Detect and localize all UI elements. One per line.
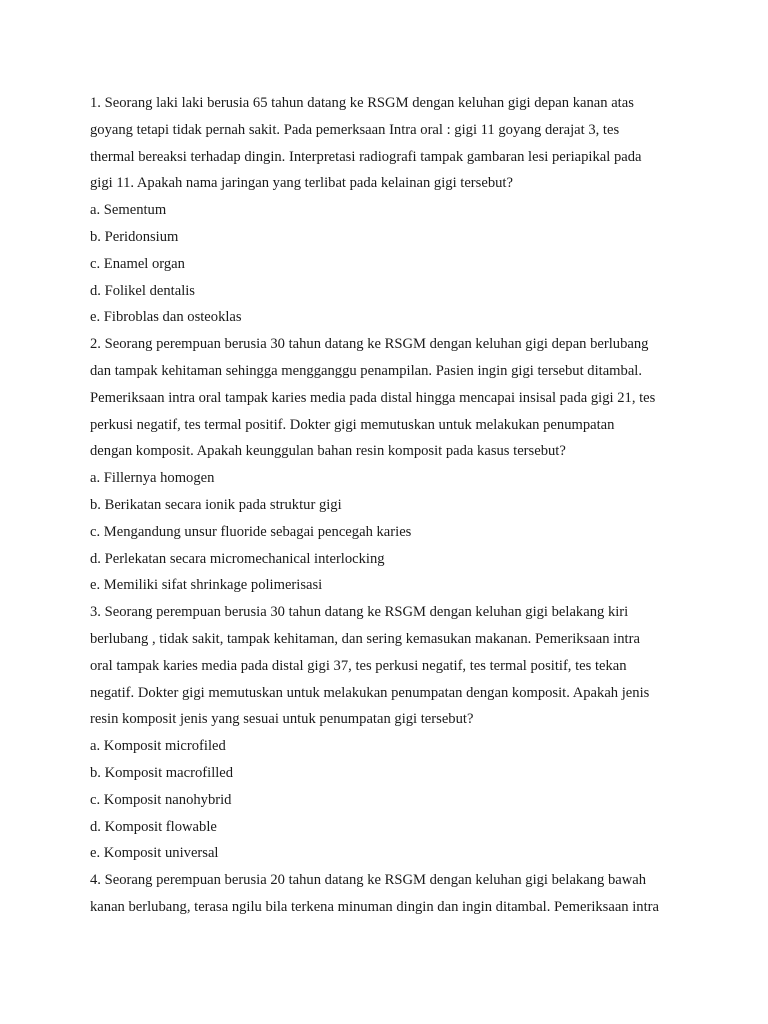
question-2-option-c: c. Mengandung unsur fluoride sebagai pencegah karies: [90, 523, 412, 540]
question-1-option-e: e. Fibroblas dan osteoklas: [90, 309, 242, 326]
question-1-option-b: b. Peridonsium: [90, 228, 179, 245]
question-3-stem-line-5: resin komposit jenis yang sesuai untuk penumpatan gigi tersebut?: [90, 711, 474, 728]
question-3-option-e: e. Komposit universal: [90, 845, 219, 862]
question-1-option-a: a. Sementum: [90, 202, 167, 219]
question-2-option-b: b. Berikatan secara ionik pada struktur gigi: [90, 496, 342, 513]
question-1-stem-line-2: goyang tetapi tidak pernah sakit. Pada pemerksaan Intra oral : gigi 11 goyang derajat 3, tes: [90, 121, 620, 138]
question-4: [90, 867, 690, 921]
question-1-stem-line-1: 1. Seorang laki laki berusia 65 tahun datang ke RSGM dengan keluhan gigi depan kanan atas: [90, 95, 634, 111]
question-2-stem-line-5: dengan komposit. Apakah keunggulan bahan resin komposit pada kasus tersebut?: [90, 443, 566, 460]
question-3: [90, 599, 690, 867]
question-2-option-e: e. Memiliki sifat shrinkage polimerisasi: [90, 577, 323, 594]
question-3-stem-line-4: negatif. Dokter gigi memutuskan untuk melakukan penumpatan dengan komposit. Apakah jenis: [90, 684, 650, 701]
question-3-option-b: b. Komposit macrofilled: [90, 764, 234, 781]
question-2-stem-line-1: 2. Seorang perempuan berusia 30 tahun datang ke RSGM dengan keluhan gigi depan berlubang: [90, 336, 649, 353]
question-3-stem-line-3: oral tampak karies media pada distal gigi 37, tes perkusi negatif, tes termal positif, tes tekan: [90, 657, 627, 674]
question-2-stem-line-3: Pemeriksaan intra oral tampak karies media pada distal hingga mencapai insisal pada gigi 21, tes: [90, 389, 656, 406]
question-2-option-a: a. Fillernya homogen: [90, 470, 215, 487]
question-2-stem-line-2: dan tampak kehitaman sehingga mengganggu penampilan. Pasien ingin gigi tersebut ditambal.: [90, 362, 642, 379]
question-1-stem-line-3: thermal bereaksi terhadap dingin. Interpretasi radiografi tampak gambaran lesi periapikal pada: [90, 148, 642, 165]
question-1-stem-line-4: gigi 11. Apakah nama jaringan yang terlibat pada kelainan gigi tersebut?: [90, 175, 513, 192]
question-4-stem-line-2: kanan berlubang, terasa ngilu bila terkena minuman dingin dan ingin ditambal. Pemeriksaan intra: [90, 898, 659, 915]
question-1: [90, 90, 690, 331]
question-3-stem-line-2: berlubang , tidak sakit, tampak kehitaman, dan sering kemasukan makanan. Pemeriksaan intra: [90, 630, 640, 647]
question-3-option-d: d. Komposit flowable: [90, 818, 217, 835]
question-3-stem-line-1: 3. Seorang perempuan berusia 30 tahun datang ke RSGM dengan keluhan gigi belakang kiri: [90, 604, 629, 621]
question-2-stem-line-4: perkusi negatif, tes termal positif. Dokter gigi memutuskan untuk melakukan penumpatan: [90, 416, 615, 433]
question-2-option-d: d. Perlekatan secara micromechanical interlocking: [90, 550, 385, 567]
question-4-stem-line-1: 4. Seorang perempuan berusia 20 tahun datang ke RSGM dengan keluhan gigi belakang bawah: [90, 872, 647, 889]
question-1-option-c: c. Enamel organ: [90, 255, 185, 272]
question-3-option-c: c. Komposit nanohybrid: [90, 791, 232, 808]
document-body: [90, 90, 690, 921]
question-1-option-d: d. Folikel dentalis: [90, 282, 195, 299]
question-3-option-a: a. Komposit microfiled: [90, 738, 226, 755]
question-2: [90, 331, 690, 599]
